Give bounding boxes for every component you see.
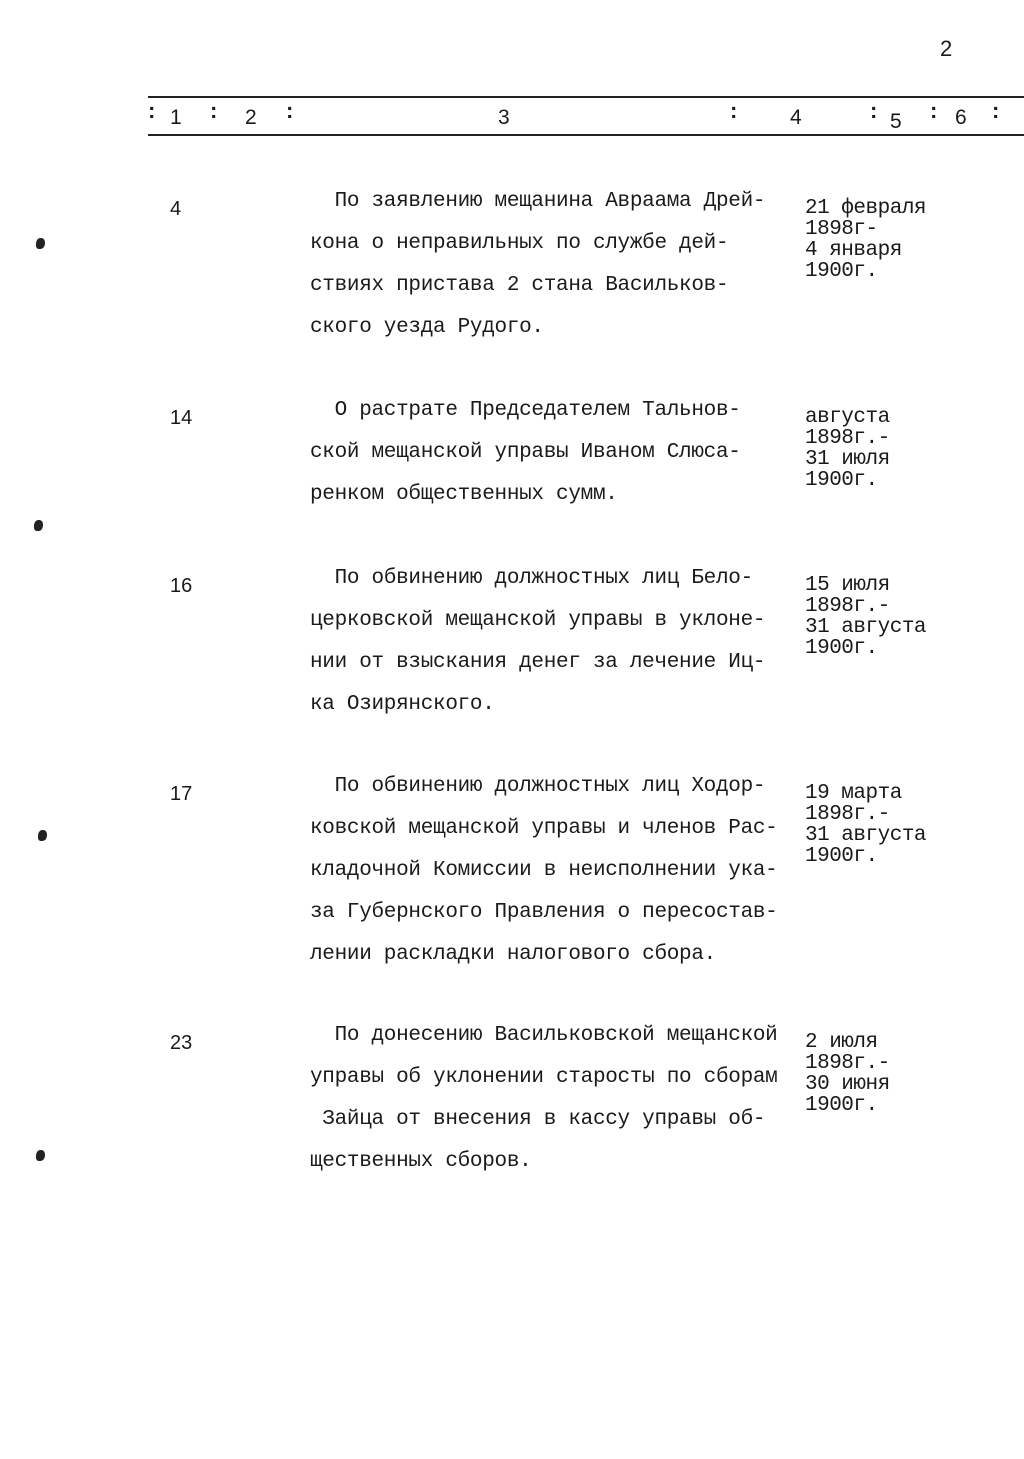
description-line: управы об уклонении старосты по сборам <box>310 1066 778 1089</box>
column-header-6: 6 <box>955 106 967 129</box>
date-line: 1898г.- <box>805 427 890 450</box>
date-line: августа <box>805 406 890 429</box>
entry-description <box>310 777 777 987</box>
description-line: церковской мещанской управы в уклоне- <box>310 609 766 632</box>
date-line: 31 августа <box>805 824 927 847</box>
entry-number: 14 <box>170 407 193 429</box>
entry-description <box>310 569 765 737</box>
date-line: 1900г. <box>805 469 878 492</box>
entry-description <box>310 1026 777 1194</box>
punch-hole-mark <box>36 238 45 249</box>
column-separator: : <box>148 98 156 123</box>
punch-hole-mark <box>38 830 47 841</box>
date-line: 1898г.- <box>805 1052 890 1075</box>
description-line: ствиях пристава 2 стана Васильков- <box>310 274 729 297</box>
column-header-5: 5 <box>890 110 902 133</box>
column-header-2: 2 <box>245 106 257 129</box>
date-line: 31 июля <box>805 448 890 471</box>
column-separator: : <box>870 98 878 123</box>
page-number: 2 <box>940 36 953 61</box>
column-header-1: 1 <box>170 106 182 129</box>
date-line: 1898г- <box>805 218 878 241</box>
entry-dates <box>805 783 926 867</box>
column-separator: : <box>286 98 294 123</box>
column-header-3: 3 <box>498 106 510 129</box>
column-separator: : <box>730 98 738 123</box>
entry-dates <box>805 198 926 282</box>
date-line: 19 марта <box>805 782 902 805</box>
description-line: кона о неправильных по службе дей- <box>310 232 729 255</box>
entry-dates <box>805 575 926 659</box>
punch-hole-mark <box>34 520 43 531</box>
description-line: ка Озирянского. <box>310 693 495 716</box>
description-line: О растрате Председателем Тальнов- <box>310 399 741 422</box>
date-line: 1900г. <box>805 637 878 660</box>
entry-description <box>310 192 765 360</box>
date-line: 21 февраля <box>805 197 927 220</box>
entry-dates <box>805 407 890 491</box>
description-line: Зайца от внесения в кассу управы об- <box>310 1108 766 1131</box>
description-line: По обвинению должностных лиц Ходор- <box>310 775 766 798</box>
description-line: По заявлению мещанина Авраама Дрей- <box>310 190 766 213</box>
description-line: щественных сборов. <box>310 1150 532 1173</box>
column-separator: : <box>992 98 1000 123</box>
entry-description <box>310 401 741 527</box>
date-line: 31 августа <box>805 616 927 639</box>
date-line: 30 июня <box>805 1073 890 1096</box>
entry-dates <box>805 1032 890 1116</box>
column-separator: : <box>930 98 938 123</box>
date-line: 1900г. <box>805 845 878 868</box>
description-line: По обвинению должностных лиц Бело- <box>310 567 753 590</box>
column-header-4: 4 <box>790 106 802 129</box>
entry-number: 4 <box>170 198 182 220</box>
entry-number: 16 <box>170 575 193 597</box>
entry-number: 23 <box>170 1032 193 1054</box>
date-line: 15 июля <box>805 574 890 597</box>
description-line: ренком общественных сумм. <box>310 483 618 506</box>
column-separator: : <box>210 98 218 123</box>
date-line: 1898г.- <box>805 595 890 618</box>
header-bottom-rule <box>148 134 1024 136</box>
punch-hole-mark <box>36 1150 45 1161</box>
description-line: ского уезда Рудого. <box>310 316 544 339</box>
description-line: кладочной Комиссии в неисполнении ука- <box>310 859 778 882</box>
date-line: 1900г. <box>805 260 878 283</box>
date-line: 4 января <box>805 239 902 262</box>
description-line: ковской мещанской управы и членов Рас- <box>310 817 778 840</box>
description-line: лении раскладки налогового сбора. <box>310 943 716 966</box>
description-line: ской мещанской управы Иваном Слюса- <box>310 441 741 464</box>
date-line: 2 июля <box>805 1031 878 1054</box>
description-line: По донесению Васильковской мещанской <box>310 1024 778 1047</box>
description-line: за Губернского Правления о пересостав- <box>310 901 778 924</box>
header-top-rule <box>148 96 1024 98</box>
date-line: 1900г. <box>805 1094 878 1117</box>
entry-number: 17 <box>170 783 193 805</box>
description-line: нии от взыскания денег за лечение Иц- <box>310 651 766 674</box>
date-line: 1898г.- <box>805 803 890 826</box>
